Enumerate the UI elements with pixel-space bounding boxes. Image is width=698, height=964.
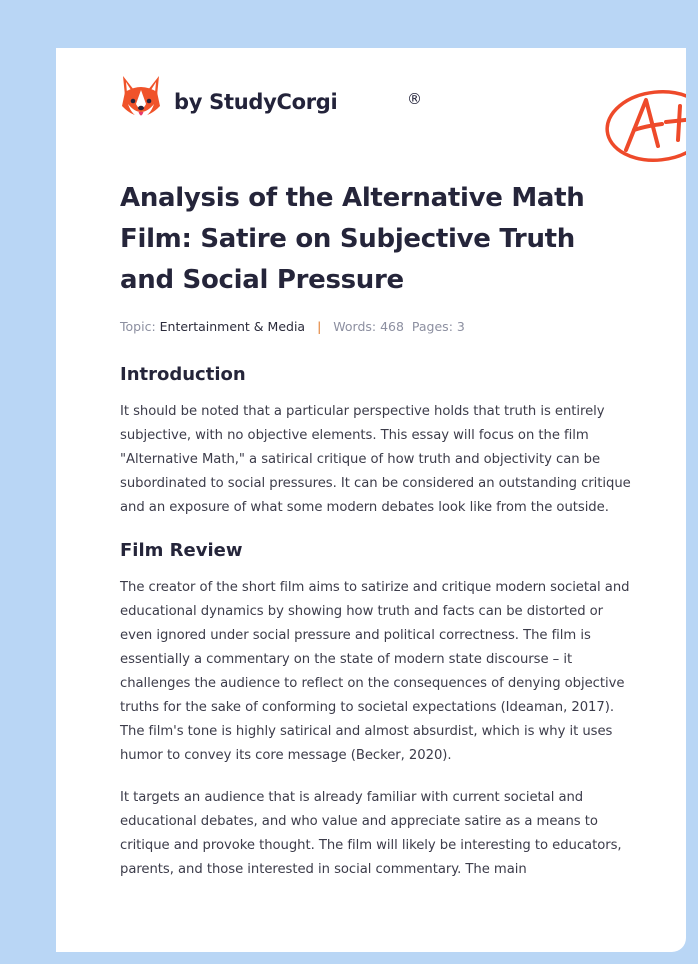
- words-count: 468: [380, 319, 404, 334]
- section-heading-film-review: Film Review: [120, 540, 243, 561]
- article-meta: [120, 319, 632, 334]
- registered-mark: ®: [407, 90, 422, 108]
- pages-label: Pages:: [411, 319, 453, 334]
- pages-count: 3: [456, 319, 465, 334]
- article: [120, 178, 632, 882]
- section-heading-introduction: Introduction: [120, 364, 246, 385]
- corgi-icon[interactable]: [120, 74, 162, 122]
- paragraph: The creator of the short film aims to satirize and critique modern societal and educational dynamics by showing how truth and facts can be distorted or even ignored under social pressure and political correctness. The film is essentially a commentary on the state of modern state discourse – it challenges the audience to reflect on the consequences of denying objective truths for the sake of conforming to societal expectations (Ideaman, 2017). The film's tone is highly satirical and almost absurdist, which is why it uses humor to convey its core message (Becker, 2020).: [120, 580, 630, 763]
- header: [120, 74, 640, 144]
- paragraph: It should be noted that a particular perspective holds that truth is entirely subjective, with no objective elements. This essay will focus on the film "Alternative Math," a satirical critique of how truth and objectivity can be subordinated to social pressures. It can be considered an outstanding critique and an exposure of what some modern debates look like from the outside.: [120, 404, 631, 515]
- brand-name[interactable]: by StudyCorgi: [174, 90, 338, 114]
- meta-separator: |: [317, 319, 322, 334]
- topic-link[interactable]: Entertainment & Media: [159, 319, 306, 334]
- grade-a-plus-icon: [602, 84, 686, 168]
- document-page: [56, 48, 686, 952]
- paragraph: It targets an audience that is already familiar with current societal and educational debates, and who value and appreciate satire as a means to critique and provoke thought. The film will likely be interesting to educators, parents, and those interested in social commentary. The main: [120, 790, 622, 877]
- topic-label: Topic:: [120, 319, 156, 334]
- article-title: Analysis of the Alternative Math Film: Satire on Subjective Truth and Social Pressure: [120, 183, 585, 295]
- words-label: Words:: [333, 319, 377, 334]
